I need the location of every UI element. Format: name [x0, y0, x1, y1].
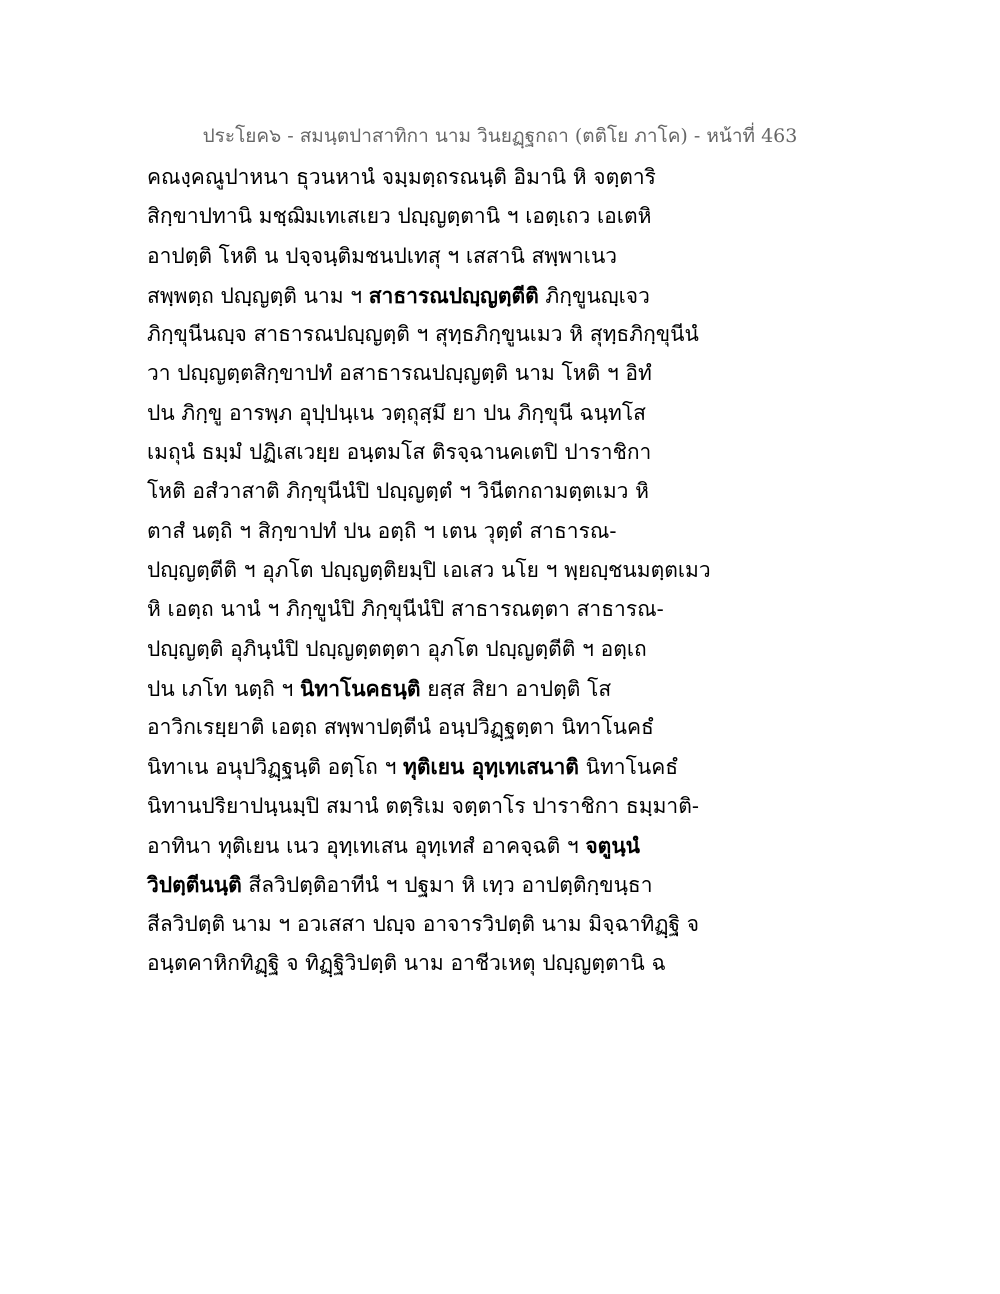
text-segment: วา ปญฺญตฺตสิกฺขาปทํ อสาธารณปญฺญตฺติ นาม โหติ ฯ อิทํ [147, 361, 652, 386]
text-segment: ปน เภโท นตฺถิ ฯ [147, 676, 301, 701]
text-segment: ภิกฺขุนีนญฺจ สาธารณปญฺญตฺติ ฯ สุทฺธภิกฺขูนเมว หิ สุทฺธภิกฺขุนีนํ [147, 322, 699, 347]
bold-term: วิปตฺตีนนฺติ [147, 872, 242, 898]
text-segment: ปน ภิกฺขู อารพฺภ อุปฺปนฺเน วตฺถุสฺมึ ยา ปน ภิกฺขุนี ฉนฺทโส [147, 400, 646, 425]
text-segment: อาวิกเรยฺยาติ เอตฺถ สพฺพาปตฺตีนํ อนฺปวิฏฺฐตฺตา นิทาโนคธํ [147, 715, 654, 740]
text-line [147, 708, 707, 747]
bold-term: สาธารณปญฺญตฺตีติ [368, 282, 539, 308]
body-text [147, 158, 711, 983]
bold-term: ทุติเยน อุทฺเทเสนาติ [403, 754, 579, 780]
text-segment: หิ เอตฺถ นานํ ฯ ภิกฺขูนํปิ ภิกฺขุนีนํปิ สาธารณตฺตา สาธารณ- [147, 597, 664, 622]
text-segment: นิทานปริยาปนฺนมฺปิ สมานํ ตตฺริเม จตฺตาโร ปาราชิกา ธมฺมาติ- [147, 793, 699, 818]
text-line [147, 433, 707, 472]
text-segment: คณงฺคณูปาหนา ธุวนหานํ จมฺมตฺถรณนฺติ อิมานิ หิ จตฺตาริ [147, 165, 656, 189]
page-header: ประโยค๖ - สมนฺตปาสาทิกา นาม วินยฏฺฐกถา (ตติโย ภาโค) - หน้าที่ 463 [202, 125, 798, 147]
text-segment: อาปตฺติ โหติ น ปจฺจนฺติมชนปเทสุ ฯ เสสานิ สพฺพาเนว [147, 243, 618, 268]
text-line [147, 197, 707, 236]
text-segment: สิกฺขาปทานิ มชฺฌิมเทเสเยว ปญฺญตฺตานิ ฯ เอตฺเถว เอเตหิ [147, 204, 652, 229]
text-segment: สีลวิปตฺติอาทีนํ ฯ ปฐมา หิ เทฺว อาปตฺติกฺขนฺธา [241, 873, 653, 898]
text-line [147, 551, 711, 590]
text-line [147, 944, 707, 983]
text-segment: เมถุนํ ธมฺมํ ปฏิเสเวยฺย อนฺตมโส ติรจฺฉานคเตปิ ปาราชิกา [147, 440, 652, 465]
text-line [147, 472, 707, 511]
text-segment: อนฺตคาหิกทิฏฺฐิ จ ทิฏฺฐิวิปตฺติ นาม อาชีวเหตุ ปญฺญตฺตานิ ฉ [147, 950, 666, 975]
text-segment: ภิกฺขูนญฺเจว [538, 283, 650, 308]
text-line [147, 905, 707, 944]
text-segment: นิทาโนคธํ [578, 755, 679, 780]
text-segment: ยสฺส สิยา อาปตฺติ โส [420, 676, 612, 701]
bold-term: นิทาโนคธนฺติ [300, 675, 421, 701]
text-segment: สีลวิปตฺติ นาม ฯ อวเสสา ปญฺจ อาจารวิปตฺติ นาม มิจฺฉาทิฏฺฐิ จ [147, 911, 700, 936]
text-line [147, 747, 707, 786]
text-line [147, 315, 707, 354]
text-line [147, 354, 707, 393]
text-segment: สพฺพตฺถ ปญฺญตฺติ นาม ฯ [147, 283, 369, 308]
text-line [147, 865, 707, 904]
text-segment: อาทินา ทุติเยน เนว อุทฺเทเสน อุทฺเทสํ อาคจฺฉติ ฯ [147, 834, 586, 859]
text-line [147, 276, 707, 315]
text-line [147, 237, 707, 276]
text-line [147, 512, 707, 551]
text-line [147, 590, 707, 629]
text-line [147, 158, 707, 197]
text-segment: โหติ อสํวาสาติ ภิกฺขุนีนํปิ ปญฺญตฺตํ ฯ วินีตกถามตฺตเมว หิ [147, 479, 649, 504]
text-segment: ตาสํ นตฺถิ ฯ สิกฺขาปทํ ปน อตฺถิ ฯ เตน วุตฺตํ สาธารณ- [147, 518, 617, 543]
text-line [147, 826, 707, 865]
text-line [147, 394, 707, 433]
text-line [147, 669, 707, 708]
text-segment: ปญฺญตฺติ อุภินฺนํปิ ปญฺญตฺตตฺตา อุภโต ปญฺญตฺตีติ ฯ อตฺเถ [147, 636, 647, 661]
text-segment: ปญฺญตฺตีติ ฯ อุภโต ปญฺญตฺติยมฺปิ เอเสว นโย ฯ พฺยญฺชนมตฺตเมว [147, 557, 711, 582]
bold-term: จตูนฺนํ [585, 833, 641, 859]
text-line [147, 787, 707, 826]
text-segment: นิทาเน อนุปวิฏฺฐนฺติ อตฺโถ ฯ [147, 755, 404, 780]
text-line [147, 630, 707, 669]
